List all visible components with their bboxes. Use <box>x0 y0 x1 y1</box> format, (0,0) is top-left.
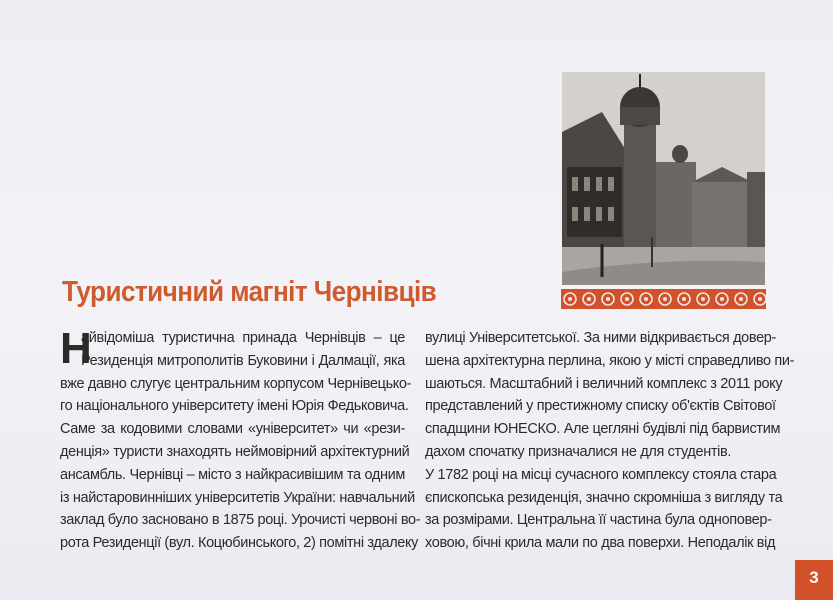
text-line: шена архітектурна перлина, якою у місті справедливо пи- <box>425 352 795 369</box>
text-line: У 1782 році на місці сучасного комплексу стояла стара <box>425 466 777 483</box>
text-line: рота Резиденції (вул. Коцюбинського, 2) помітні здалеку <box>60 535 419 552</box>
page-title: Туристичний магніт Чернівців <box>62 276 437 308</box>
text-line: дахом спочатку призначалися не для студентів. <box>425 443 732 460</box>
text-line: за розмірами. Центральна її частина була одноповер- <box>425 512 772 529</box>
text-line: шаються. Масштабний і величний комплекс з 2011 року <box>425 375 783 392</box>
text-line: Резиденція митрополитів Буковини і Далмації, яка <box>81 352 405 369</box>
historic-photo-residence <box>562 72 765 285</box>
right-text-column <box>425 327 795 555</box>
text-line: єпископська резиденція, значно скромніша з вигляду та <box>425 489 783 506</box>
text-line: Саме за кодовими словами «університет» чи «рези- <box>60 421 405 438</box>
text-line: вулиці Університетської. За ними відкривається довер- <box>425 330 776 346</box>
drop-cap: Н <box>60 324 92 373</box>
decorative-ornament-band <box>561 289 766 309</box>
text-line: представлений у престижному списку об'єктів Світової <box>425 398 776 415</box>
text-line: ховою, бічні крила мали по два поверхи. Неподалік від <box>425 535 776 552</box>
text-line: денція» туристи знаходять неймовірний архітектурний <box>60 443 410 460</box>
page-number: 3 <box>795 560 833 600</box>
text-line: із найстаровинніших університетів України: навчальний <box>60 489 415 506</box>
left-text-column <box>60 324 421 555</box>
text-line: заклад було засновано в 1875 році. Урочисті червоні во- <box>60 512 421 529</box>
text-line: вже давно слугує центральним корпусом Чернівецько- <box>60 375 412 392</box>
text-line: го національного університету імені Юрія Федьковича. <box>60 398 409 415</box>
text-line: ансамбль. Чернівці – місто з найкрасивішим та одним <box>60 466 405 483</box>
text-line: айвідоміша туристична принада Чернівців – це <box>81 330 405 346</box>
text-line: спадщини ЮНЕСКО. Але цегляні будівлі під барвистим <box>425 421 781 438</box>
